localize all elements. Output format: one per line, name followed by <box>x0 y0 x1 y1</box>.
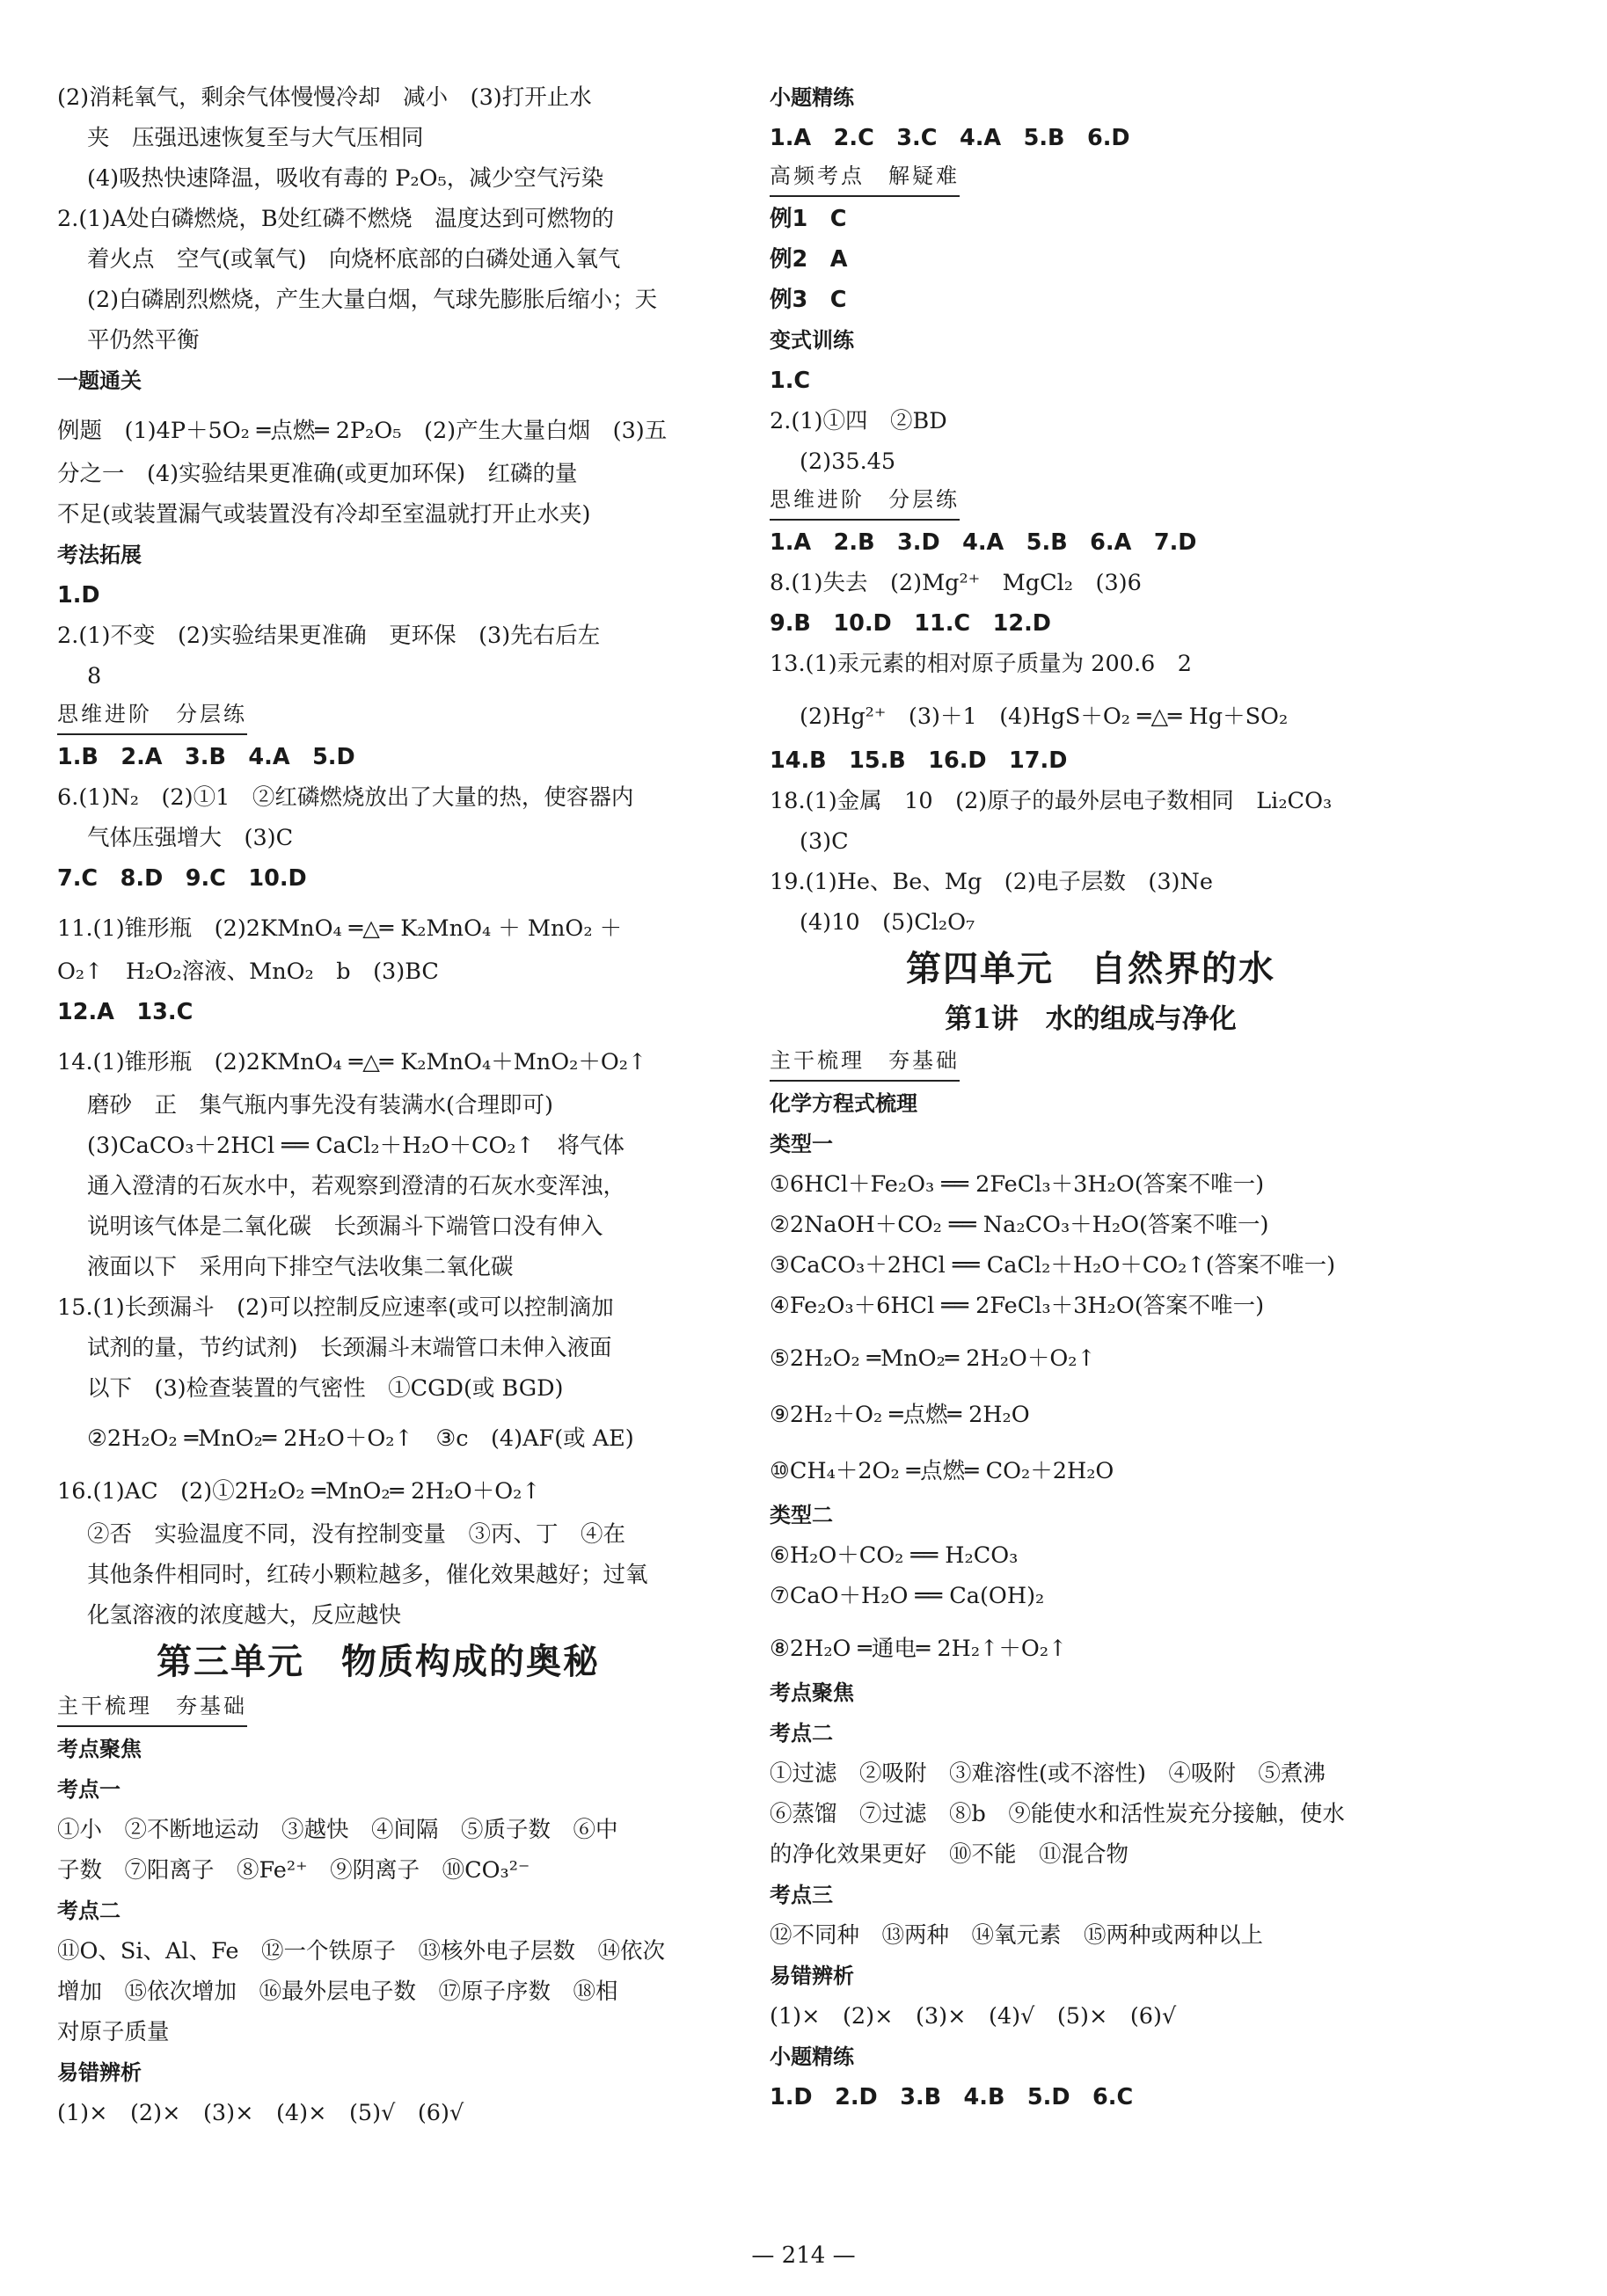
section-heading: 易错辨析 <box>57 2060 142 2085</box>
answer-text-line: 2.(1)不变 (2)实验结果更准确 更环保 (3)先右后左 <box>57 623 601 649</box>
section-heading: 小题精练 <box>770 85 854 110</box>
answer-text-line: (3)C <box>800 828 849 855</box>
answer-text-line: 16.(1)AC (2)①2H₂O₂ ═MnO₂═ 2H₂O＋O₂↑ <box>57 1478 541 1505</box>
answer-line: 1.A 2.B 3.D 4.A 5.B 6.A 7.D <box>770 529 1197 556</box>
section-heading: 考点聚焦 <box>57 1737 142 1761</box>
answer-text-line: 8 <box>87 663 102 689</box>
answer-line: 14.B 15.B 16.D 17.D <box>770 747 1068 774</box>
section-banner <box>770 1043 1412 1083</box>
answer-text-line: (2)白磷剧烈燃烧，产生大量白烟，气球先膨胀后缩小；天 <box>87 287 658 313</box>
answer-line: 1.C <box>770 368 811 394</box>
answer-text-line: 试剂的量，节约试剂) 长颈漏斗末端管口未伸入液面 <box>87 1335 612 1361</box>
answer-text-line: 着火点 空气(或氧气) 向烧杯底部的白磷处通入氧气 <box>87 246 621 273</box>
section-heading: 类型一 <box>770 1132 833 1156</box>
answer-text-line: ⑨2H₂＋O₂ ═点燃═ 2H₂O <box>770 1402 1030 1428</box>
answer-text-line: (1)× (2)× (3)× (4)√ (5)× (6)√ <box>770 2003 1177 2030</box>
answer-text-line: (2)Hg²⁺ (3)＋1 (4)HgS＋O₂ ═△═ Hg＋SO₂ <box>800 703 1289 730</box>
answer-text-line: 例题 (1)4P＋5O₂ ═点燃═ 2P₂O₅ (2)产生大量白烟 (3)五 <box>57 418 668 444</box>
answer-text-line: ③CaCO₃＋2HCl ══ CaCl₂＋H₂O＋CO₂↑(答案不唯一) <box>770 1252 1336 1279</box>
section-heading: 考点二 <box>770 1721 833 1746</box>
answer-text-line: 分之一 (4)实验结果更准确(或更加环保) 红磷的量 <box>57 461 578 487</box>
answer-text-line: (2)35.45 <box>800 448 896 475</box>
answer-text-line: 的净化效果更好 ⑩不能 ⑪混合物 <box>770 1841 1129 1868</box>
answer-text-line: (3)CaCO₃＋2HCl ══ CaCl₂＋H₂O＋CO₂↑ 将气体 <box>87 1133 625 1159</box>
answer-text-line: 其他条件相同时，红砖小颗粒越多，催化效果越好；过氧 <box>87 1562 648 1588</box>
answer-text-line: (2)消耗氧气，剩余气体慢慢冷却 减小 (3)打开止水 <box>57 84 592 111</box>
answer-text-line: 13.(1)汞元素的相对原子质量为 200.6 2 <box>770 651 1193 677</box>
answer-text-line: ⑪O、Si、Al、Fe ⑫一个铁原子 ⑬核外电子层数 ⑭依次 <box>57 1938 665 1964</box>
answer-text-line: ①6HCl＋Fe₂O₃ ══ 2FeCl₃＋3H₂O(答案不唯一) <box>770 1171 1265 1198</box>
section-heading: 考点三 <box>770 1883 833 1907</box>
answer-text-line: ⑦CaO＋H₂O ══ Ca(OH)₂ <box>770 1583 1045 1609</box>
answer-text-line: 平仍然平衡 <box>87 327 200 354</box>
section-heading: 类型二 <box>770 1503 833 1527</box>
answer-text-line: 例2 A <box>770 246 848 273</box>
page-number: — 214 — <box>751 2242 856 2269</box>
answer-text-line: 2.(1)①四 ②BD <box>770 408 947 434</box>
section-heading: 考点聚焦 <box>770 1680 854 1705</box>
right-column <box>770 77 1412 2117</box>
answer-text-line: 8.(1)失去 (2)Mg²⁺ MgCl₂ (3)6 <box>770 570 1142 596</box>
section-heading: 考点二 <box>57 1899 121 1923</box>
answer-text-line: 2.(1)A处白磷燃烧，B处红磷不燃烧 温度达到可燃物的 <box>57 206 615 232</box>
answer-text-line: 磨砂 正 集气瓶内事先没有装满水(合理即可) <box>87 1092 553 1119</box>
section-banner <box>770 482 1412 522</box>
left-column <box>57 77 699 2133</box>
answer-text-line: (1)× (2)× (3)× (4)× (5)√ (6)√ <box>57 2100 464 2126</box>
section-heading: 变式训练 <box>770 328 854 353</box>
answer-text-line: ⑥蒸馏 ⑦过滤 ⑧b ⑨能使水和活性炭充分接触，使水 <box>770 1801 1345 1827</box>
section-heading: 化学方程式梳理 <box>770 1091 917 1116</box>
answer-text-line: 液面以下 采用向下排空气法收集二氧化碳 <box>87 1254 514 1280</box>
answer-text-line: 19.(1)He、Be、Mg (2)电子层数 (3)Ne <box>770 869 1213 895</box>
section-banner <box>57 696 699 737</box>
answer-text-line: 11.(1)锥形瓶 (2)2KMnO₄ ═△═ K₂MnO₄ ＋ MnO₂ ＋ <box>57 915 623 942</box>
answer-text-line: ①小 ②不断地运动 ③越快 ④间隔 ⑤质子数 ⑥中 <box>57 1817 618 1843</box>
answer-text-line: 增加 ⑮依次增加 ⑯最外层电子数 ⑰原子序数 ⑱相 <box>57 1979 618 2005</box>
answer-text-line: 例1 C <box>770 206 847 232</box>
answer-line: 9.B 10.D 11.C 12.D <box>770 610 1051 637</box>
answer-text-line: ⑤2H₂O₂ ═MnO₂═ 2H₂O＋O₂↑ <box>770 1345 1096 1372</box>
answer-text-line: 气体压强增大 (3)C <box>87 825 294 851</box>
answer-line: 1.A 2.C 3.C 4.A 5.B 6.D <box>770 125 1130 151</box>
answer-line: 7.C 8.D 9.C 10.D <box>57 865 307 892</box>
section-banner-label: 主干梳理 夯基础 <box>770 1043 960 1082</box>
section-banner-label: 思维进阶 分层练 <box>57 696 247 735</box>
answer-text-line: ①过滤 ②吸附 ③难溶性(或不溶性) ④吸附 ⑤煮沸 <box>770 1760 1326 1787</box>
answer-text-line: ②2H₂O₂ ═MnO₂═ 2H₂O＋O₂↑ ③c (4)AF(或 AE) <box>87 1425 634 1452</box>
answer-text-line: O₂↑ H₂O₂溶液、MnO₂ b (3)BC <box>57 958 439 985</box>
section-banner <box>770 158 1412 199</box>
unit-title: 第四单元 自然界的水 <box>906 948 1275 989</box>
answer-line: 1.D 2.D 3.B 4.B 5.D 6.C <box>770 2084 1134 2110</box>
answer-text-line: 例3 C <box>770 287 847 313</box>
answer-text-line: 对原子质量 <box>57 2019 170 2045</box>
section-heading: 易错辨析 <box>770 1964 854 1988</box>
answer-text-line: 15.(1)长颈漏斗 (2)可以控制反应速率(或可以控制滴加 <box>57 1294 614 1321</box>
answer-text-line: 6.(1)N₂ (2)①1 ②红磷燃烧放出了大量的热，使容器内 <box>57 784 634 811</box>
answer-text-line: 14.(1)锥形瓶 (2)2KMnO₄ ═△═ K₂MnO₄＋MnO₂＋O₂↑ <box>57 1049 647 1075</box>
section-heading: 一题通关 <box>57 368 142 393</box>
answer-text-line: 以下 (3)检查装置的气密性 ①CGD(或 BGD) <box>87 1375 564 1402</box>
section-heading: 考法拓展 <box>57 543 142 567</box>
section-banner-label: 主干梳理 夯基础 <box>57 1688 247 1727</box>
answer-text-line: 18.(1)金属 10 (2)原子的最外层电子数相同 Li₂CO₃ <box>770 788 1333 814</box>
section-banner <box>57 1688 699 1729</box>
answer-text-line: (4)吸热快速降温，吸收有毒的 P₂O₅，减少空气污染 <box>87 165 604 192</box>
lesson-title: 第1讲 水的组成与净化 <box>945 1003 1237 1035</box>
answer-text-line: 说明该气体是二氧化碳 长颈漏斗下端管口没有伸入 <box>87 1214 603 1240</box>
answer-text-line: ⑩CH₄＋2O₂ ═点燃═ CO₂＋2H₂O <box>770 1458 1114 1484</box>
answer-text-line: 化氢溶液的浓度越大，反应越快 <box>87 1602 402 1629</box>
answer-text-line: ④Fe₂O₃＋6HCl ══ 2FeCl₃＋3H₂O(答案不唯一) <box>770 1293 1265 1319</box>
answer-text-line: ⑥H₂O＋CO₂ ══ H₂CO₃ <box>770 1542 1019 1569</box>
answer-text-line: ②否 实验温度不同，没有控制变量 ③丙、丁 ④在 <box>87 1521 626 1548</box>
answer-text-line: ②2NaOH＋CO₂ ══ Na₂CO₃＋H₂O(答案不唯一) <box>770 1212 1269 1238</box>
section-heading: 考点一 <box>57 1777 121 1802</box>
section-heading: 小题精练 <box>770 2045 854 2069</box>
answer-text-line: 通入澄清的石灰水中，若观察到澄清的石灰水变浑浊， <box>87 1173 626 1199</box>
section-banner-label: 思维进阶 分层练 <box>770 482 960 521</box>
answer-text-line: ⑫不同种 ⑬两种 ⑭氧元素 ⑮两种或两种以上 <box>770 1922 1264 1949</box>
answer-line: 1.D <box>57 582 100 609</box>
answer-text-line: 不足(或装置漏气或装置没有冷却至室温就打开止水夹) <box>57 501 591 528</box>
answer-text-line: (4)10 (5)Cl₂O₇ <box>800 909 975 936</box>
answer-text-line: ⑧2H₂O ═通电═ 2H₂↑＋O₂↑ <box>770 1636 1068 1662</box>
answer-line: 1.B 2.A 3.B 4.A 5.D <box>57 744 355 770</box>
answer-text-line: 夹 压强迅速恢复至与大气压相同 <box>87 125 424 151</box>
answer-line: 12.A 13.C <box>57 999 194 1025</box>
unit-title: 第三单元 物质构成的奥秘 <box>157 1641 600 1682</box>
answer-text-line: 子数 ⑦阳离子 ⑧Fe²⁺ ⑨阴离子 ⑩CO₃²⁻ <box>57 1857 530 1884</box>
section-banner-label: 高频考点 解疑难 <box>770 158 960 197</box>
